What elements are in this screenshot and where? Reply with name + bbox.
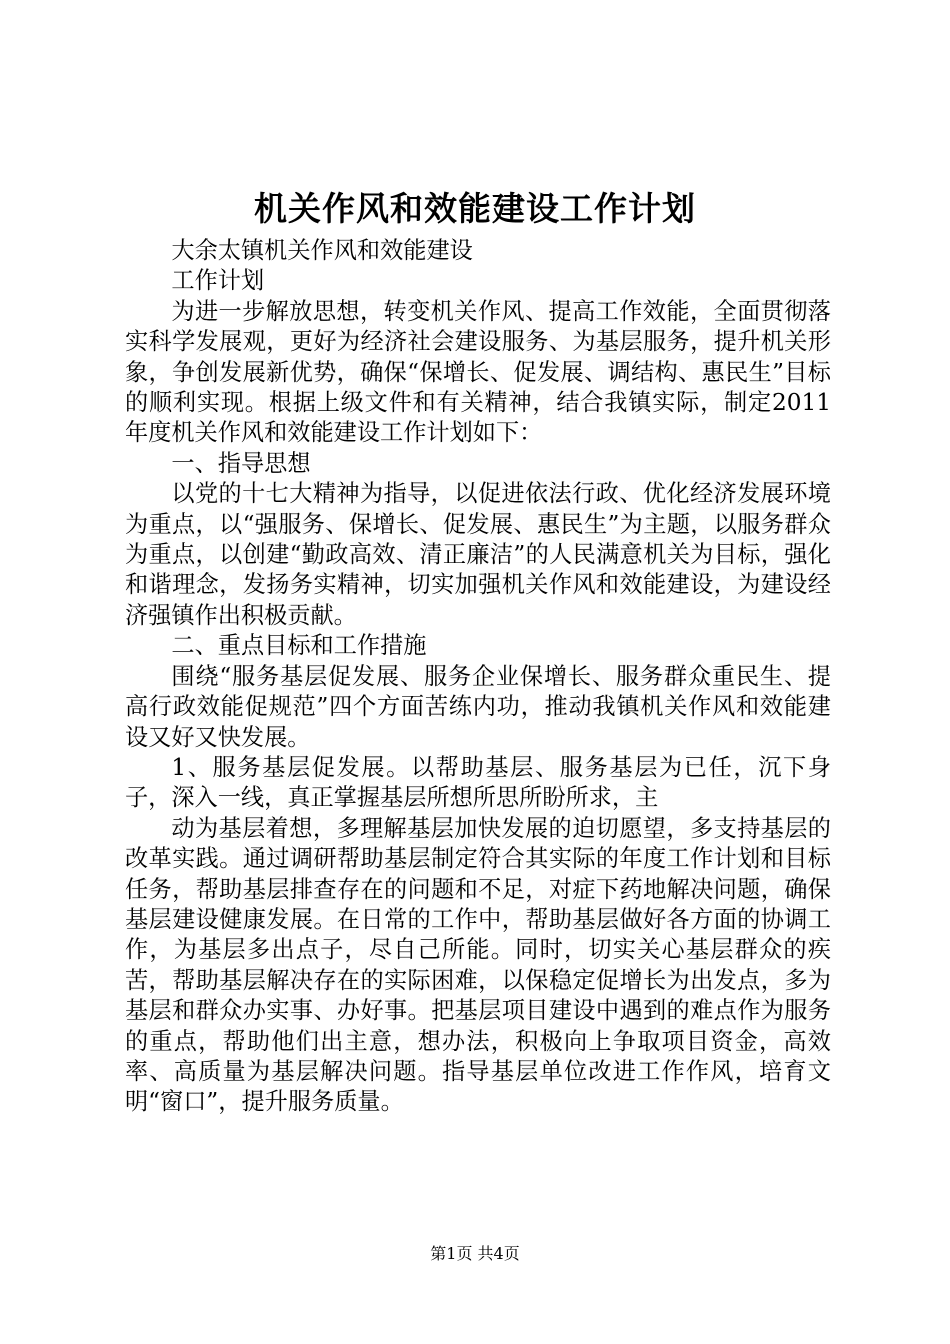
paragraph-subtitle-2: 工作计划 (171, 267, 265, 295)
paragraph-intro: 为进一步解放思想，转变机关作风、提高工作效能，全面贯彻落实科学发展观，更好为经济社会建设服务、为基层服务，提升机关形象，争创发展新优势，确保“保增长、促发展、调结构、惠民生”目标的顺利实现。根据上级文件和有关精神，结合我镇实际，制定2011年度机关作风和效能建设工作计划如下： (125, 297, 831, 447)
paragraph-item-1: 1、服务基层促发展。以帮助基层、服务基层为已任，沉下身子，深入一线，真正掌握基层所想所思所盼所求，主 (125, 753, 831, 812)
paragraph-subtitle-1: 大余太镇机关作风和效能建设 (171, 237, 473, 264)
section-heading-2: 二、重点目标和工作措施 (171, 632, 427, 660)
page-title: 机关作风和效能建设工作计划 (254, 189, 696, 228)
page-number-footer: 第1页 共4页 (430, 1244, 520, 1263)
section-heading-1: 一、指导思想 (171, 449, 311, 477)
paragraph-goals: 围绕“服务基层促发展、服务企业保增长、服务群众重民生、提高行政效能促规范”四个方面苦练内功，推动我镇机关作风和效能建设又好又快发展。 (125, 662, 831, 751)
paragraph-item-1-continued: 动为基层着想，多理解基层加快发展的迫切愿望，多支持基层的改革实践。通过调研帮助基层制定符合其实际的年度工作计划和目标任务，帮助基层排查存在的问题和不足，对症下药地解决问题，确保基层建设健康发展。在日常的工作中，帮助基层做好各方面的协调工作，为基层多出点子，尽自己所能。同时，切实关心基层群众的疾苦，帮助基层解决存在的实际困难，以保稳定促增长为出发点，多为基层和群众办实事、办好事。把基层项目建设中遇到的难点作为服务的重点，帮助他们出主意，想办法，积极向上争取项目资金，高效率、高质量为基层解决问题。指导基层单位改进工作作风，培育文明“窗口”，提升服务质量。 (125, 814, 831, 1116)
document-body (125, 236, 831, 1118)
paragraph-guiding-thought: 以党的十七大精神为指导，以促进依法行政、优化经济发展环境为重点，以“强服务、保增长、促发展、惠民生”为主题，以服务群众为重点，以创建“勤政高效、清正廉洁”的人民满意机关为目标，强化和谐理念，发扬务实精神，切实加强机关作风和效能建设，为建设经济强镇作出积极贡献。 (125, 480, 831, 629)
